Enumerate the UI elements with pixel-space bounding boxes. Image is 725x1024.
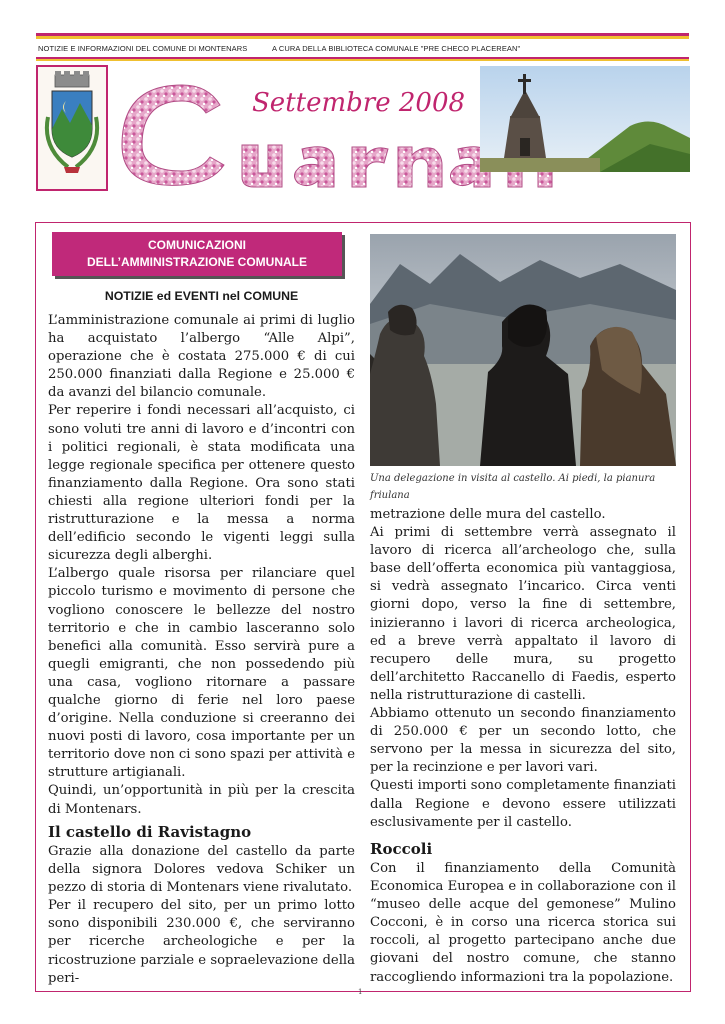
news-paragraph: L’amministrazione comunale ai primi di luglio ha acquistato l’albergo “Alle Alpi”, operazione che è costata 275.000 € di cui 250.000 finanziati dalla Regione e 25.000 € da avanzi del bilancio comunale.: [48, 313, 355, 401]
roccoli-article: [370, 860, 676, 987]
coat-of-arms: [36, 65, 108, 191]
header-left-tag: NOTIZIE E INFORMAZIONI DEL COMUNE DI MONTENARS: [38, 44, 248, 53]
castle-article: [48, 843, 355, 988]
news-paragraph: Per reperire i fondi necessari all’acquisto, ci sono voluti tre anni di lavoro e d’incontri con i politici regionali, è stata modificata una legge regionale specifica per ottenere questo finanziamento dalla Regione. Ora sono stati chiesti alla regione ulteriori fondi per la ristrutturazione e la messa a norma dell’edificio secondo le vigenti leggi sulla sicurezza degli alberghi.: [48, 403, 355, 564]
news-title: NOTIZIE ed EVENTI nel COMUNE: [104, 289, 299, 303]
news-paragraph: Quindi, un’opportunità in più per la crescita di Montenars.: [48, 783, 355, 817]
section-header: [52, 232, 342, 276]
issue-month: Settembre 2008: [252, 88, 466, 118]
roccoli-heading: Roccoli: [370, 840, 433, 858]
castle-paragraph: Grazie alla donazione del castello da parte della signora Dolores vedova Schiker un pezzo di storia di Montenars viene rivalutato.: [48, 844, 355, 896]
photo-caption: Una delegazione in visita al castello. Ai piedi, la pianura friulana: [370, 473, 656, 501]
castle-paragraph: metrazione delle mura del castello.: [370, 507, 606, 522]
header-right-tag: A CURA DELLA BIBLIOTECA COMUNALE "PRE CHECO PLACEREAN": [272, 44, 521, 53]
castle-heading: Il castello di Ravistagno: [48, 823, 252, 841]
delegation-photo: [370, 234, 676, 466]
header-rule-yellow-2: [36, 59, 689, 61]
castle-paragraph: Per il recupero del sito, per un primo lotto sono disponibili 230.000 €, che serviranno per ricerche archeologiche e per la ricostruzione parziale e sopraelevazione della peri-: [48, 898, 355, 986]
news-article: [48, 312, 355, 819]
news-paragraph: L’albergo quale risorsa per rilanciare quel piccolo turismo e movimento di persone che vogliono conoscere le bellezze del nostro territorio e che in cambio lasceranno solo benefici alla comunità. Esso servirà pure a quegli emigranti, che non possedendo più una casa, vogliono ritornare a passare qualche giorno di ferie nel loro paese d’origine. Nella conduzione si creeranno dei nuovi posti di lavoro, cosa importante per un territorio dove non ci sono spazi per attività e strutture artigianali.: [48, 566, 355, 781]
castle-article-continued: [370, 506, 676, 832]
castle-paragraph: Ai primi di settembre verrà assegnato il lavoro di ricerca all’archeologo che, sulla base dell’offerta economica più vantaggiosa, si vedrà assegnato l’incarico. Circa venti giorni dopo, verso la fine di settembre, inizieranno i lavori di ricerca archeologica, ed a breve verrà appaltato il lavoro di recupero delle mura, su progetto dell’architetto Raccanello di Faedis, esperto nella ristrutturazione di castelli.: [370, 525, 676, 703]
castle-paragraph: Questi importi sono completamente finanziati dalla Regione e devono essere utilizzati esclusivamente per il castello.: [370, 778, 676, 830]
castle-paragraph: Abbiamo ottenuto un secondo finanziamento di 250.000 € per un secondo lotto, che servono per la messa in sicurezza del sito, per la recinzione e per lavori vari.: [370, 706, 676, 776]
page-number: 1: [358, 988, 363, 996]
roccoli-paragraph: Con il finanziamento della Comunità Economica Europea e in collaborazione con il “museo delle acque del gemonese” Mulino Cocconi, è in corso una ricerca storica sui roccoli, al progetto partecipano anche due giovani del nostro comune, che stanno raccogliendo informazioni tra la popolazione.: [370, 861, 676, 985]
masthead-photo: [480, 66, 690, 172]
section-header-line2: DELL’AMMINISTRAZIONE COMUNALE: [87, 255, 307, 269]
section-header-line1: COMUNICAZIONI: [148, 238, 246, 252]
header-rule-yellow: [36, 36, 689, 39]
